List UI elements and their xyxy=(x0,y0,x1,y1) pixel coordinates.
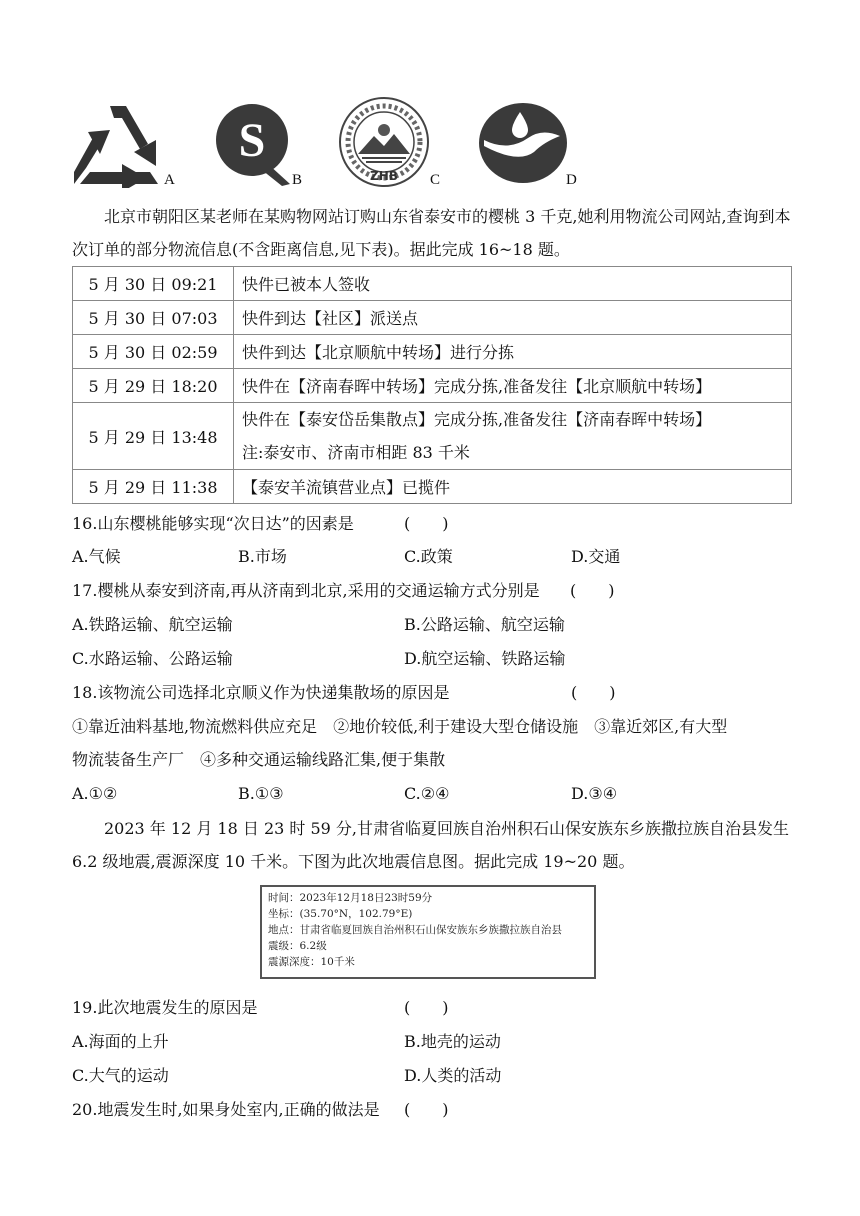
qs-quality-icon xyxy=(212,100,296,188)
svg-text:S: S xyxy=(238,114,266,167)
table-cell-info: 快件在【泰安岱岳集散点】完成分拣,准备发往【济南春晖中转场】 xyxy=(242,410,712,429)
quake-info-coordinates: 坐标：(35.70°N，102.79°E) xyxy=(268,908,413,920)
q19-option-d: D.人类的活动 xyxy=(404,1066,502,1085)
earthquake-info-figure xyxy=(260,885,596,979)
quake-info-magnitude: 震级：6.2级 xyxy=(268,940,327,952)
q18-statements-line2: 物流装备生产厂 ④多种交通运输线路汇集,便于集散 xyxy=(72,750,446,769)
question-16-blank: ( ) xyxy=(404,514,449,533)
q18-option-a: A.①② xyxy=(72,784,118,803)
intro-paragraph-logistics: 北京市朝阳区某老师在某购物网站订购山东省泰安市的樱桃 3 千克,她利用物流公司网站,查询到本次订单的部分物流信息(不含距离信息,见下表)。据此完成 16~18 题。 xyxy=(72,207,791,259)
quake-info-depth: 震源深度：10千米 xyxy=(268,956,355,968)
q16-option-a: A.气候 xyxy=(72,547,121,566)
question-18-blank: ( ) xyxy=(571,683,616,702)
question-17-stem: 17.樱桃从泰安到济南,再从济南到北京,采用的交通运输方式分别是 xyxy=(72,581,540,600)
q19-option-a: A.海面的上升 xyxy=(72,1032,169,1051)
water-saving-icon xyxy=(478,102,568,184)
logo-c-text: ZHB xyxy=(370,169,398,183)
q16-option-c: C.政策 xyxy=(404,547,453,566)
quake-info-location: 地点：甘肃省临夏回族自治州积石山保安族东乡族撒拉族自治县 xyxy=(268,924,562,936)
question-17-blank: ( ) xyxy=(570,581,615,600)
logo-letter-d: D xyxy=(566,172,577,188)
table-row xyxy=(73,301,792,335)
table-row xyxy=(73,335,792,369)
q18-option-c: C.②④ xyxy=(404,784,450,803)
table-cell-info: 快件已被本人签收 xyxy=(234,267,792,301)
q17-option-a: A.铁路运输、航空运输 xyxy=(72,615,233,634)
table-row xyxy=(73,369,792,403)
q17-option-b: B.公路运输、航空运输 xyxy=(404,615,565,634)
table-cell-info: 快件到达【北京顺航中转场】进行分拣 xyxy=(234,335,792,369)
q16-option-b: B.市场 xyxy=(238,547,287,566)
table-row xyxy=(73,267,792,301)
question-19-blank: ( ) xyxy=(404,998,449,1017)
table-cell-time: 5 月 29 日 11:38 xyxy=(73,470,234,504)
table-cell-time: 5 月 30 日 07:03 xyxy=(73,301,234,335)
table-cell-note: 注:泰安市、济南市相距 83 千米 xyxy=(242,443,470,462)
table-cell-info: 快件在【济南春晖中转场】完成分拣,准备发往【北京顺航中转场】 xyxy=(234,369,792,403)
quake-info-time: 时间：2023年12月18日23时59分 xyxy=(268,892,433,904)
logo-letter-c: C xyxy=(430,172,441,188)
q17-option-d: D.航空运输、铁路运输 xyxy=(404,649,566,668)
q17-option-c: C.水路运输、公路运输 xyxy=(72,649,233,668)
q18-statements-line1: ①靠近油料基地,物流燃料供应充足 ②地价较低,利于建设大型仓储设施 ③靠近郊区,有大型 xyxy=(72,717,728,736)
question-19-stem: 19.此次地震发生的原因是 xyxy=(72,998,258,1017)
table-cell-time: 5 月 30 日 09:21 xyxy=(73,267,234,301)
question-20-stem: 20.地震发生时,如果身处室内,正确的做法是 xyxy=(72,1100,380,1119)
question-20-blank: ( ) xyxy=(404,1100,449,1119)
logo-letter-a: A xyxy=(164,172,175,188)
table-cell-time: 5 月 30 日 02:59 xyxy=(73,335,234,369)
intro-paragraph-earthquake: 2023 年 12 月 18 日 23 时 59 分,甘肃省临夏回族自治州积石山保安族东乡族撒拉族自治县发生 6.2 级地震,震源深度 10 千米。下图为此次地震信息图。据此完成 19~20 题。 xyxy=(72,819,790,871)
table-cell-time: 5 月 29 日 18:20 xyxy=(73,369,234,403)
q16-option-d: D.交通 xyxy=(571,547,621,566)
question-18-stem: 18.该物流公司选择北京顺义作为快递集散场的原因是 xyxy=(72,683,450,702)
table-cell-time: 5 月 29 日 13:48 xyxy=(73,403,234,470)
logistics-table xyxy=(72,266,792,504)
q18-option-d: D.③④ xyxy=(571,784,618,803)
question-16-stem: 16.山东樱桃能够实现“次日达”的因素是 xyxy=(72,514,354,533)
table-cell-info-multi xyxy=(234,403,792,470)
table-row xyxy=(73,470,792,504)
q19-option-c: C.大气的运动 xyxy=(72,1066,169,1085)
table-cell-info: 【泰安羊流镇营业点】已揽件 xyxy=(234,470,792,504)
logo-letter-b: B xyxy=(292,172,303,188)
table-row xyxy=(73,403,792,470)
environmental-label-icon xyxy=(338,96,430,188)
q18-option-b: B.①③ xyxy=(238,784,284,803)
table-cell-info: 快件到达【社区】派送点 xyxy=(234,301,792,335)
recycle-icon xyxy=(70,102,164,188)
q19-option-b: B.地壳的运动 xyxy=(404,1032,501,1051)
